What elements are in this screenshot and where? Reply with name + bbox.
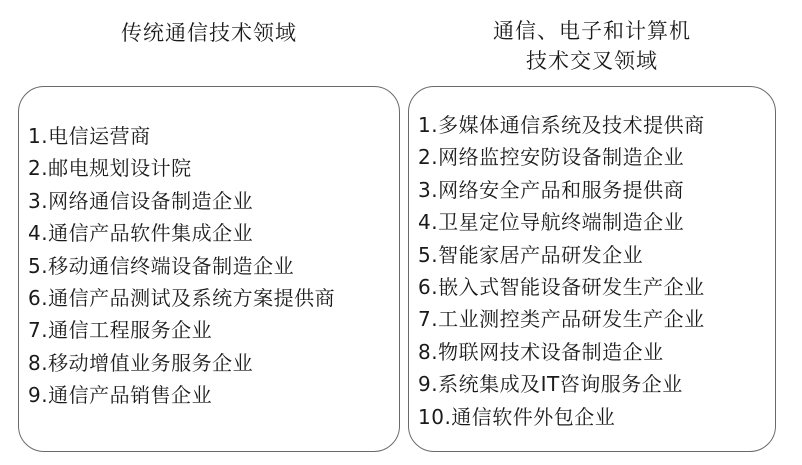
heading-line: 传统通信技术领域: [121, 21, 297, 45]
list-item: 9.通信产品销售企业: [28, 383, 213, 408]
list-item: 7.工业测控类产品研发生产企业: [418, 307, 705, 332]
list-item: 8.移动增值业务服务企业: [28, 350, 254, 375]
cross-domain-box: [408, 86, 776, 452]
heading-line: 技术交叉领域: [526, 49, 658, 73]
traditional-telecom-list: [28, 120, 393, 412]
list-item: 5.移动通信终端设备制造企业: [28, 253, 295, 278]
traditional-telecom-box: [18, 86, 400, 452]
list-item: 1.电信运营商: [28, 124, 151, 148]
list-item: 3.网络通信设备制造企业: [28, 188, 254, 213]
list-item: 5.智能家居产品研发企业: [418, 242, 644, 267]
list-item: 2.网络监控安防设备制造企业: [418, 145, 685, 170]
list-item: 4.通信产品软件集成企业: [28, 221, 254, 246]
list-item: 6.嵌入式智能设备研发生产企业: [418, 275, 705, 300]
list-item: 8.物联网技术设备制造企业: [418, 339, 664, 364]
list-item: 6.通信产品测试及系统方案提供商: [28, 286, 336, 311]
list-item: 1.多媒体通信系统及技术提供商: [418, 113, 705, 137]
list-item: 2.邮电规划设计院: [28, 156, 192, 181]
heading-line: 通信、电子和计算机: [493, 19, 691, 43]
cross-domain-list: [418, 109, 769, 433]
cross-domain-heading: [408, 16, 776, 76]
list-item: 4.卫星定位导航终端制造企业: [418, 210, 685, 235]
list-item: 10.通信软件外包企业: [418, 404, 616, 429]
list-item: 7.通信工程服务企业: [28, 318, 213, 343]
traditional-telecom-heading: [18, 18, 400, 48]
list-item: 3.网络安全产品和服务提供商: [418, 177, 685, 202]
list-item: 9.系统集成及IT咨询服务企业: [418, 372, 683, 397]
